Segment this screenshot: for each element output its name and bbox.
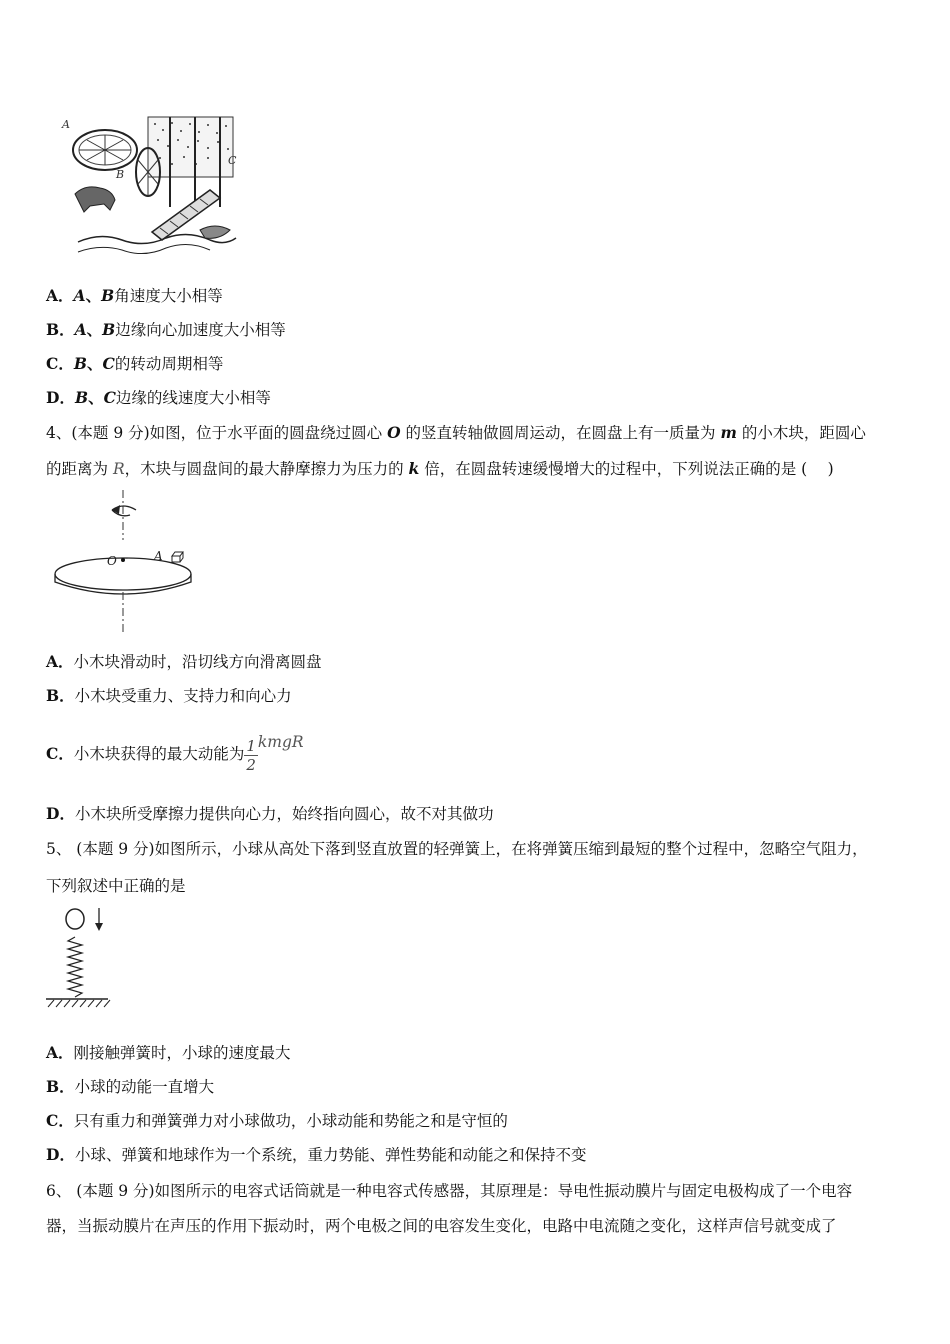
q3-option-a: A．A、B角速度大小相等 xyxy=(46,286,223,305)
q5-option-a: A．刚接触弹簧时，小球的速度最大 xyxy=(46,1043,291,1062)
waterwheel-figure xyxy=(60,112,240,262)
label-a: A xyxy=(154,549,163,563)
q5-option-b: B．小球的动能一直增大 xyxy=(46,1077,215,1096)
q4-option-c: C．小木块获得的最大动能为 $\frac{1}{2}$ kmgR xyxy=(46,733,304,774)
q5-stem-line1: 5、 (本题 9 分)如图所示，小球从高处下落到竖直放置的轻弹簧上，在将弹簧压缩到最短的整个过程中，忽略空气阻力， xyxy=(46,840,868,858)
q4-stem-line1: 4、(本题 9 分)如图，位于水平面的圆盘绕过圆心 O 的竖直转轴做圆周运动，在圆盘上有一质量为 m 的小木块，距圆心 xyxy=(46,423,866,442)
spring-figure xyxy=(44,905,114,1010)
label-o: O xyxy=(107,554,117,568)
label-c: C xyxy=(228,154,237,167)
q3-option-d: D．B、C边缘的线速度大小相等 xyxy=(46,388,271,407)
label-a: A xyxy=(62,118,70,131)
q4-option-a: A．小木块滑动时，沿切线方向滑离圆盘 xyxy=(46,652,322,671)
q6-stem-line2: 器，当振动膜片在声压的作用下振动时，两个电极之间的电容发生变化，电路中电流随之变化，这样声信号就变成了 xyxy=(46,1217,837,1235)
q3-option-b: B．A、B边缘向心加速度大小相等 xyxy=(46,320,286,339)
fraction: $\frac{1}{2}$ xyxy=(246,736,256,774)
q5-stem-line2: 下列叙述中正确的是 xyxy=(46,877,186,895)
q4-option-d: D．小木块所受摩擦力提供向心力，始终指向圆心，故不对其做功 xyxy=(46,804,494,823)
q3-option-c: C．B、C的转动周期相等 xyxy=(46,354,224,373)
q5-option-d: D．小球、弹簧和地球作为一个系统，重力势能、弹性势能和动能之和保持不变 xyxy=(46,1145,587,1164)
disc-figure xyxy=(50,490,210,635)
q5-option-c: C．只有重力和弹簧弹力对小球做功，小球动能和势能之和是守恒的 xyxy=(46,1111,508,1130)
label-b: B xyxy=(116,168,125,181)
q4-option-b: B．小木块受重力、支持力和向心力 xyxy=(46,686,292,705)
q4-stem-line2: 的距离为 R，木块与圆盘间的最大静摩擦力为压力的 k 倍，在圆盘转速缓慢增大的过程中，下列说法正确的是 ( ) xyxy=(46,459,834,478)
q6-stem-line1: 6、 (本题 9 分)如图所示的电容式话筒就是一种电容式传感器，其原理是：导电性振动膜片与固定电极构成了一个电容 xyxy=(46,1182,853,1200)
